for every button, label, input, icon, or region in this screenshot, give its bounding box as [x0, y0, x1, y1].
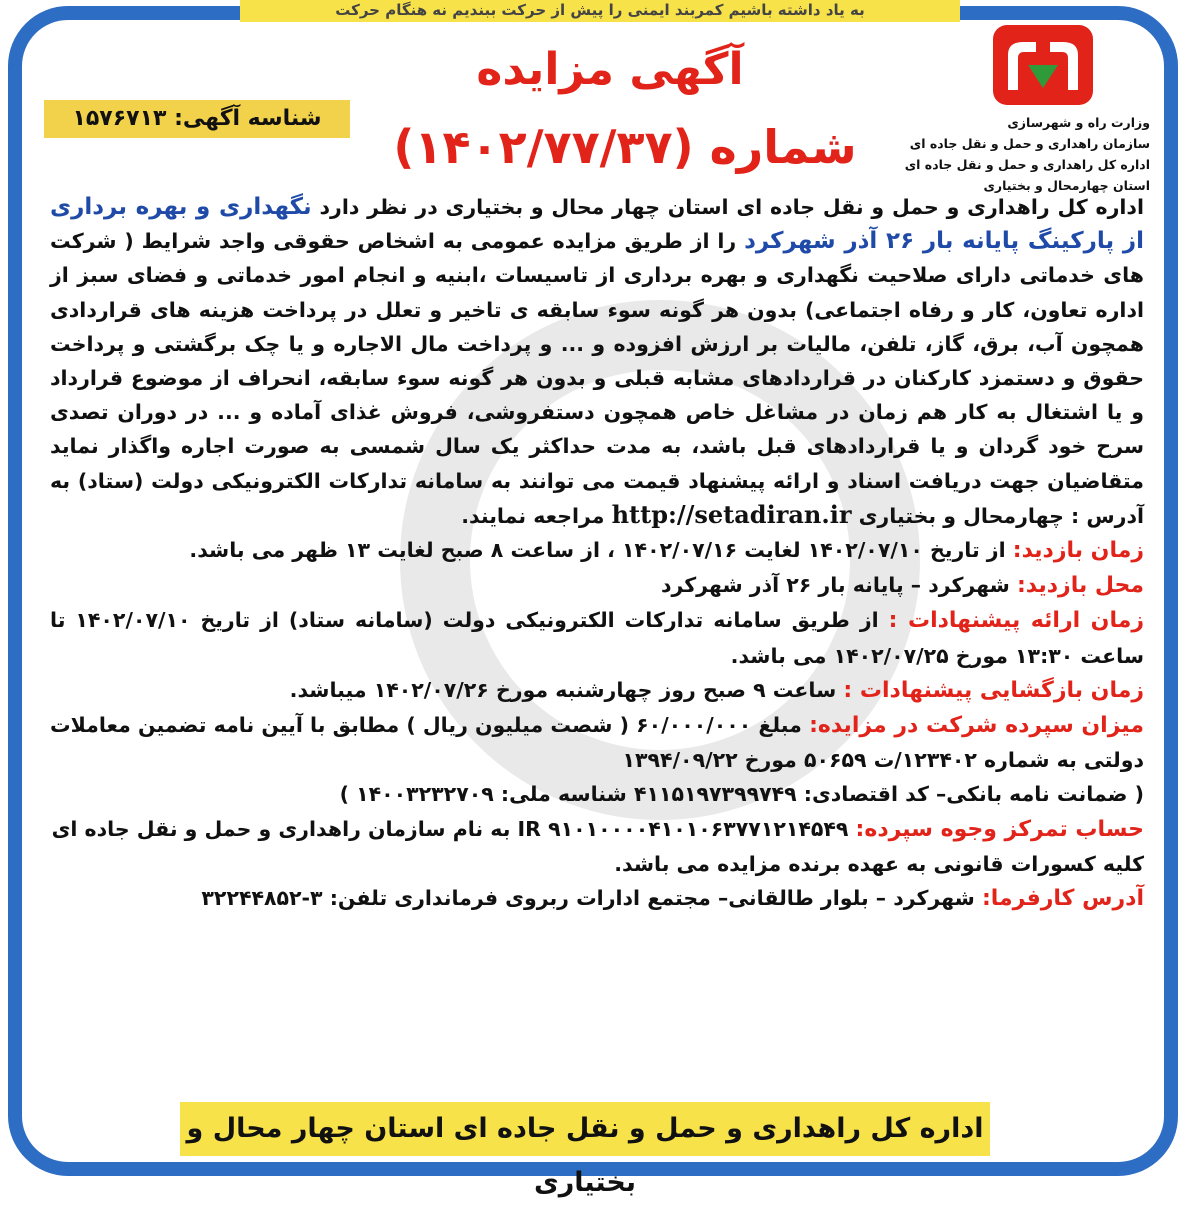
account-row [50, 812, 1144, 847]
org-line-1: وزارت راه و شهرسازی [1007, 115, 1150, 130]
address-row [50, 881, 1144, 916]
road-ministry-logo-icon [988, 20, 1098, 110]
intro-text-3: مراجعه نمایند. [461, 503, 605, 528]
auction-number: شماره (۱۴۰۲/۷۷/۳۷) [393, 120, 857, 174]
org-line-2: سازمان راهداری و حمل و نقل جاده ای [909, 136, 1150, 151]
opening-row [50, 673, 1144, 708]
visit-time-value: از تاریخ ۱۴۰۲/۰۷/۱۰ لغایت ۱۴۰۲/۰۷/۱۶ ، از ساعت ۸ صبح لغایت ۱۳ ظهر می باشد. [189, 538, 1006, 563]
organization-block [870, 112, 1150, 196]
footer-banner: اداره کل راهداری و حمل و نقل جاده ای استان چهار محال و بختیاری [180, 1102, 990, 1156]
opening-label: زمان بازگشایی پیشنهادات : [843, 677, 1144, 703]
address-label: آدرس کارفرما: [981, 886, 1144, 912]
account-label: حساب تمرکز وجوه سپرده: [855, 816, 1144, 842]
intro-paragraph [50, 190, 1144, 533]
visit-time-row [50, 533, 1144, 568]
intro-subject: نگهداری و بهره برداری از پارکینگ پایانه بار ۲۶ آذر شهرکرد [50, 194, 1144, 255]
offer-time-value: از طریق سامانه تدارکات الکترونیکی دولت (سامانه ستاد) از تاریخ ۱۴۰۲/۰۷/۱۰ تا ساعت ۱۳:۳۰ مورخ ۱۴۰۲/۰۷/۲۵ می باشد. [50, 608, 1144, 668]
deductions-row: کلیه کسورات قانونی به عهده برنده مزایده می باشد. [614, 851, 1144, 876]
guarantee-row: ( ضمانت نامه بانکی– کد اقتصادی: ۴۱۱۵۱۹۷۳۹۹۷۴۹ شناسه ملی: ۱۴۰۰۳۲۳۲۷۰۹ ) [339, 782, 1144, 807]
visit-place-label: محل بازدید: [1016, 573, 1144, 599]
account-value: ۹۱۰۱۰۰۰۰۴۱۰۱۰۶۳۷۷۱۲۱۴۵۴۹ IR به نام سازمان راهداری و حمل و نقل جاده ای [51, 816, 849, 841]
setadiran-link[interactable]: http://setadiran.ir [611, 499, 852, 529]
org-line-4: استان چهارمحال و بختیاری [983, 178, 1150, 193]
top-slogan: به یاد داشته باشیم کمربند ایمنی را پیش از حرکت ببندیم نه هنگام حرکت [240, 0, 960, 22]
opening-value: ساعت ۹ صبح روز چهارشنبه مورخ ۱۴۰۲/۰۷/۲۶ میباشد. [289, 677, 837, 702]
offer-time-row [50, 603, 1144, 672]
ad-id-badge: شناسه آگهی: ۱۵۷۶۷۱۳ [44, 100, 350, 138]
visit-place-value: شهرکرد – پایانه بار ۲۶ آذر شهرکرد [660, 573, 1010, 598]
offer-time-label: زمان ارائه پیشنهادات : [888, 608, 1144, 634]
deposit-value: مبلغ ۶۰/۰۰۰/۰۰۰ ( شصت میلیون ریال ) مطابق با آیین نامه تضمین معاملات دولتی به شماره ۱۲۳۴۰۲/ت ۵۰۶۵۹ مورخ ۱۳۹۴/۰۹/۲۲ [50, 713, 1144, 773]
visit-time-label: زمان بازدید: [1012, 538, 1144, 564]
visit-place-row [50, 568, 1144, 603]
org-line-3: اداره کل راهداری و حمل و نقل جاده ای [904, 157, 1150, 172]
announcement-body [50, 190, 1144, 916]
address-value: شهرکرد – بلوار طالقانی– مجتمع ادارات ربروی فرمانداری تلفن: ۳-۳۲۲۴۴۸۵۲ [201, 886, 975, 911]
intro-text-1: اداره کل راهداری و حمل و نقل جاده ای استان چهار محال و بختیاری در نظر دارد [319, 195, 1144, 219]
deposit-row [50, 708, 1144, 777]
intro-text-2: را از طریق مزایده عمومی به اشخاص حقوقی واجد شرایط ( شرکت های خدماتی دارای صلاحیت نگهداری و بهره برداری از تاسیسات ،ابنیه و انجام امور خدماتی و فضای سبز از اداره تعاون، کار و رفاه اجتماعی) بدون هر گونه سوء سابقه ی تاخیر و تعلل در پرداخت هزینه های قراردادی همچون آب، برق، گاز، تلفن، مالیات بر ارزش افزوده و ... و پرداخت مال الاجاره و یا چک برگشتی و پرداخت حقوق و دستمزد کارکنان در قراردادهای مشابه قبلی و بدون هر گونه سوء سابقه، انحراف از موضوع قرارداد و یا اشتغال به کار هم زمان در مشاغل خاص همچون دستفروشی، فروش غذای آماده و ... در دوران تصدی سرح خود گردان و یا قراردادهای قبل باشد، به مدت حداکثر یک سال شمسی به صورت اجاره واگذار نماید متقاضیان جهت دریافت اسناد و ارائه پیشنهاد قیمت می توانند به سامانه تدارکات الکترونیکی دولت (ستاد) به آدرس : چهارمحال و بختیاری [50, 229, 1144, 528]
deposit-label: میزان سپرده شرکت در مزایده: [809, 713, 1145, 739]
page-title: آگهی مزایده [476, 44, 744, 95]
